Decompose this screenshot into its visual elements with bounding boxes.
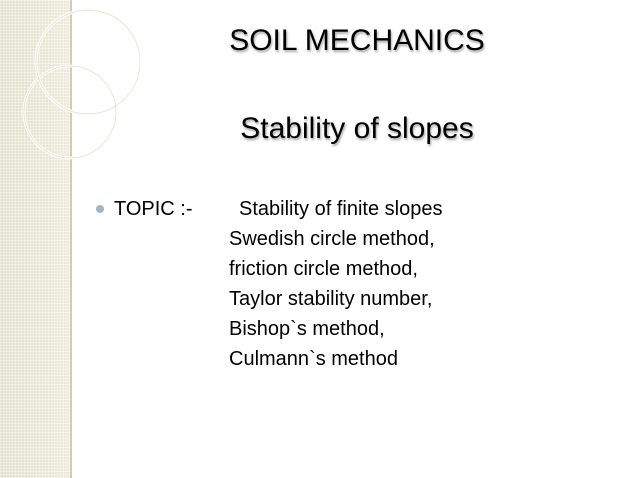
topic-item: Swedish circle method, bbox=[229, 228, 435, 250]
bullet-icon bbox=[96, 205, 104, 213]
page-subtitle: Stability of slopes bbox=[240, 112, 474, 145]
page-title: SOIL MECHANICS bbox=[229, 24, 485, 57]
topic-item: Stability of finite slopes bbox=[239, 198, 443, 220]
topic-item: Bishop`s method, bbox=[229, 318, 385, 340]
topic-label: TOPIC :- bbox=[114, 198, 193, 220]
topic-item: Culmann`s method bbox=[229, 348, 398, 370]
topic-item: Taylor stability number, bbox=[229, 288, 433, 310]
topic-list bbox=[229, 224, 435, 374]
topic-item: friction circle method, bbox=[229, 258, 418, 280]
